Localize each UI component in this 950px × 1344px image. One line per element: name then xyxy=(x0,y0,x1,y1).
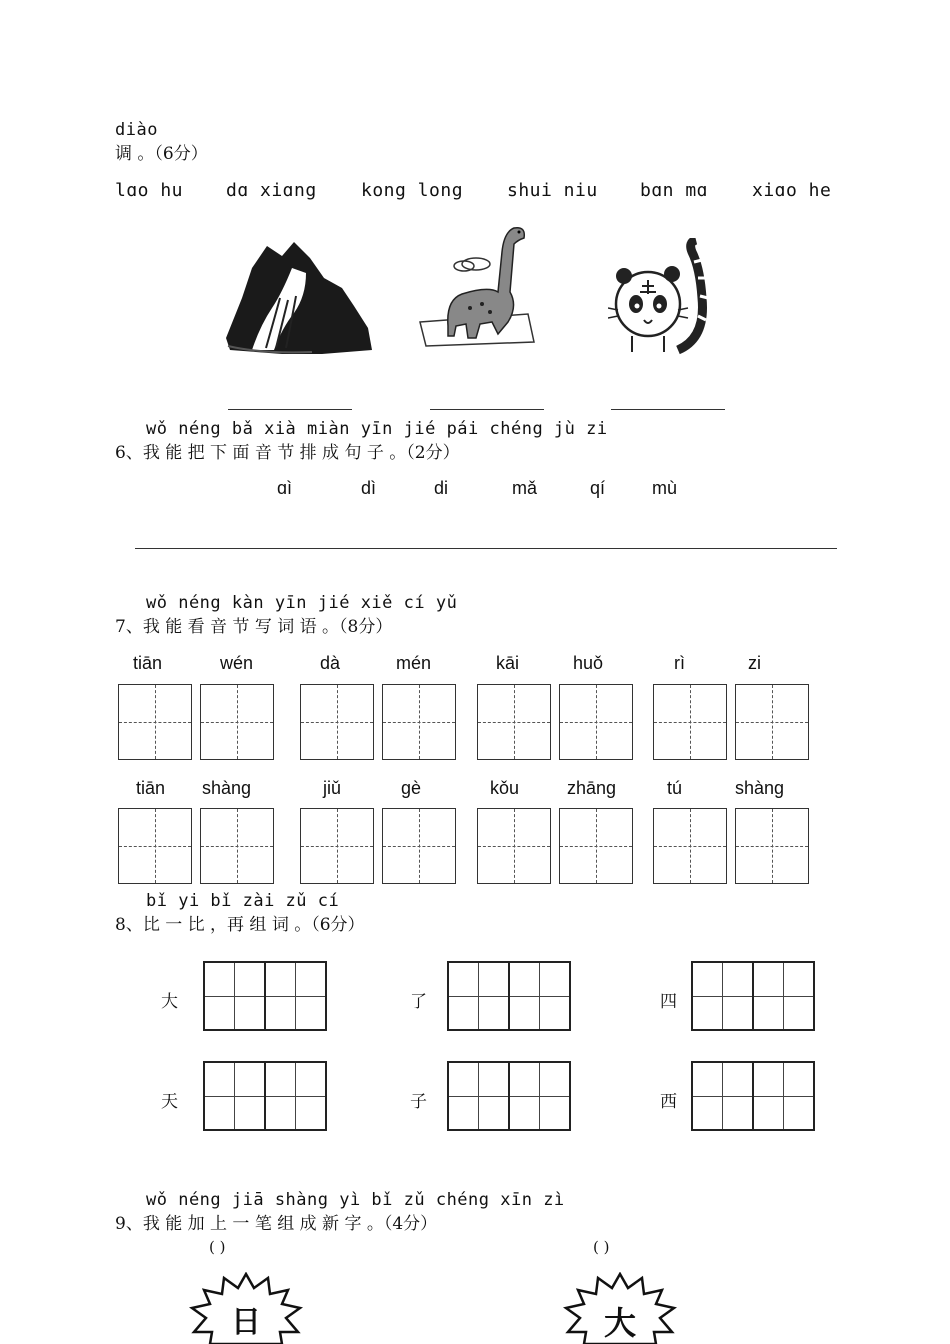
writing-cell[interactable] xyxy=(559,808,633,884)
q9-title: 9、我 能 加 上 一 笔 组 成 新 字 。（4分） xyxy=(115,1214,438,1234)
dinosaur-picture xyxy=(418,222,536,348)
cell-pinyin: gè xyxy=(401,778,422,798)
animal-name: kong long xyxy=(361,180,464,201)
answer-blank[interactable]: ( ) xyxy=(209,1238,226,1256)
animal-name: shui niu xyxy=(507,180,598,201)
answer-blank[interactable]: ( ) xyxy=(593,1238,610,1256)
answer-line[interactable] xyxy=(611,409,725,410)
q7-title: 7、我 能 看 音 节 写 词 语 。（8分） xyxy=(115,617,393,637)
word-grid[interactable] xyxy=(691,961,815,1031)
tiger-picture xyxy=(608,238,720,356)
compare-char: 天 xyxy=(161,1092,178,1112)
q5-text: 调 。（6分） xyxy=(115,144,208,164)
word-grid[interactable] xyxy=(203,961,327,1031)
cell-pinyin: zhāng xyxy=(567,778,617,798)
writing-cell[interactable] xyxy=(477,684,551,760)
compare-char: 西 xyxy=(660,1092,677,1112)
cell-pinyin: shàng xyxy=(202,778,252,798)
writing-cell[interactable] xyxy=(200,684,274,760)
q6-title: 6、我 能 把 下 面 音 节 排 成 句 子 。（2分） xyxy=(115,443,460,463)
writing-cell[interactable] xyxy=(735,808,809,884)
q5-pinyin: diào xyxy=(115,120,158,140)
word-grid[interactable] xyxy=(691,1061,815,1131)
cell-pinyin: zi xyxy=(748,653,761,673)
cell-pinyin: wén xyxy=(220,653,254,673)
word-grid[interactable] xyxy=(447,961,571,1031)
writing-cell[interactable] xyxy=(300,684,374,760)
cell-pinyin: shàng xyxy=(735,778,785,798)
compare-char: 子 xyxy=(410,1092,427,1112)
star-char: 日 xyxy=(231,1305,261,1340)
cell-pinyin: tú xyxy=(667,778,683,798)
cell-pinyin: mén xyxy=(396,653,432,673)
sentence-answer-line[interactable] xyxy=(135,548,837,549)
cell-pinyin: dà xyxy=(320,653,341,673)
writing-cell[interactable] xyxy=(735,684,809,760)
syllable: ɑì xyxy=(277,478,293,498)
cell-pinyin: kǒu xyxy=(490,778,520,798)
answer-line[interactable] xyxy=(228,409,352,410)
answer-line[interactable] xyxy=(430,409,544,410)
q9-pinyin: wǒ néng jiā shàng yì bǐ zǔ chéng xīn zì xyxy=(146,1190,565,1210)
starburst-icon xyxy=(562,1272,678,1344)
cell-pinyin: jiǔ xyxy=(323,778,342,798)
cell-pinyin: tiān xyxy=(133,653,163,673)
compare-char: 大 xyxy=(161,992,178,1012)
word-grid[interactable] xyxy=(447,1061,571,1131)
writing-cell[interactable] xyxy=(382,808,456,884)
writing-cell[interactable] xyxy=(653,808,727,884)
writing-cell[interactable] xyxy=(559,684,633,760)
cell-pinyin: huǒ xyxy=(573,653,604,673)
writing-cell[interactable] xyxy=(118,684,192,760)
starburst-icon xyxy=(188,1272,304,1344)
animal-name: dɑ xiɑng xyxy=(226,180,317,201)
q8-pinyin: bǐ yi bǐ zài zǔ cí xyxy=(146,891,340,911)
animal-name: bɑn mɑ xyxy=(640,180,709,201)
writing-cell[interactable] xyxy=(118,808,192,884)
cell-pinyin: tiān xyxy=(136,778,166,798)
syllable: qí xyxy=(590,478,606,498)
writing-cell[interactable] xyxy=(653,684,727,760)
syllable: dì xyxy=(361,478,377,498)
compare-char: 四 xyxy=(660,992,677,1012)
star-char: 大 xyxy=(603,1304,637,1342)
animal-name: xiɑo he xyxy=(752,180,832,201)
compare-char: 了 xyxy=(410,992,427,1012)
syllable: mǎ xyxy=(512,478,538,498)
writing-cell[interactable] xyxy=(300,808,374,884)
word-grid[interactable] xyxy=(203,1061,327,1131)
cell-pinyin: rì xyxy=(674,653,685,673)
syllable: mù xyxy=(652,478,678,498)
cell-pinyin: kāi xyxy=(496,653,520,673)
writing-cell[interactable] xyxy=(382,684,456,760)
writing-cell[interactable] xyxy=(477,808,551,884)
writing-cell[interactable] xyxy=(200,808,274,884)
syllable: di xyxy=(434,478,449,498)
animal-name: lɑo hu xyxy=(115,180,184,201)
q8-title: 8、比 一 比 ，再 组 词 。（6分） xyxy=(115,915,365,935)
q7-pinyin: wǒ néng kàn yīn jié xiě cí yǔ xyxy=(146,593,458,613)
mountain-river-picture xyxy=(222,238,374,356)
q6-pinyin: wǒ néng bǎ xià miàn yīn jié pái chéng jù zi xyxy=(146,419,608,439)
